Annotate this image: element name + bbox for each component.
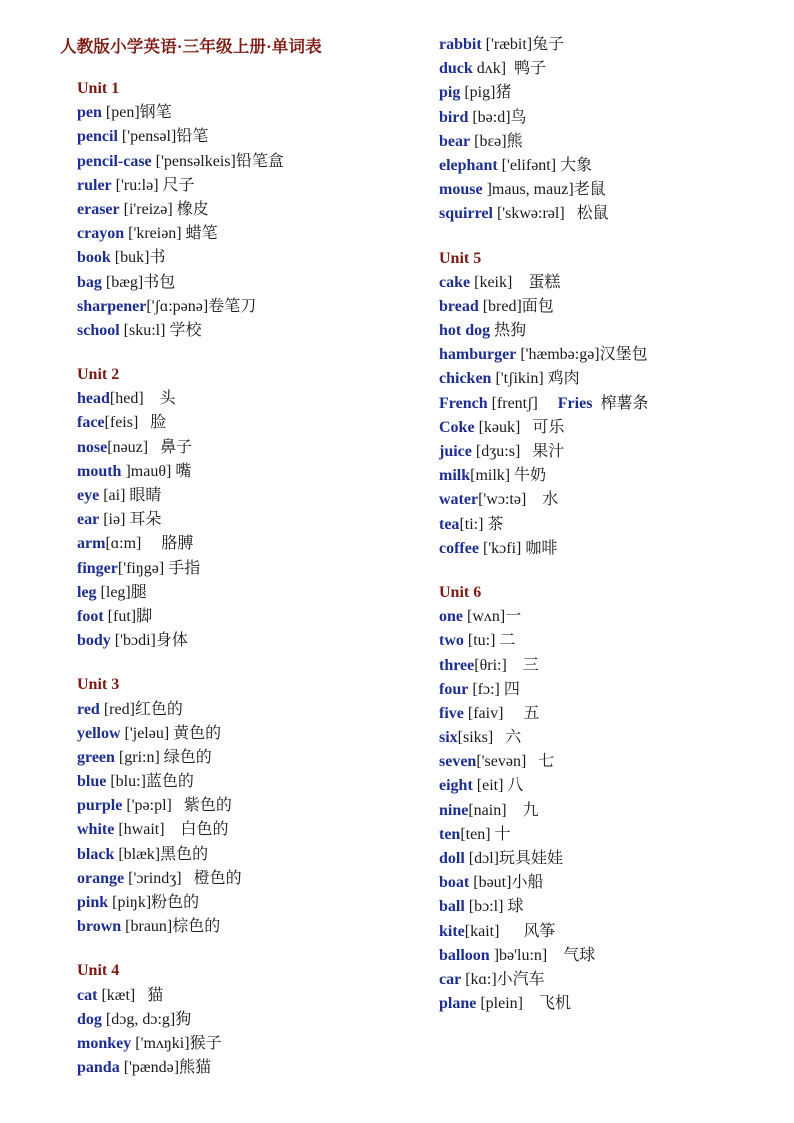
- phonetic-and-meaning: ['ʃɑ:pənə]卷笔刀: [146, 297, 257, 315]
- vocab-entry: [439, 678, 794, 702]
- phonetic-and-meaning: [dʒu:s] 果汁: [471, 443, 565, 460]
- english-word: pink: [77, 894, 109, 911]
- phonetic-and-meaning: [θri:] 三: [474, 656, 539, 674]
- phonetic-and-meaning: [wʌn]一: [463, 608, 522, 626]
- english-word: balloon: [439, 946, 490, 964]
- vocab-entry: [439, 271, 794, 295]
- vocab-entry: [439, 81, 794, 105]
- english-word: monkey: [77, 1034, 132, 1052]
- vocab-entry: [439, 895, 794, 919]
- english-word: pencil-case: [77, 152, 152, 170]
- english-word: mouth: [77, 462, 122, 480]
- english-word: two: [439, 632, 464, 650]
- english-word: water: [439, 491, 479, 509]
- english-word: squirrel: [439, 205, 493, 223]
- vocab-entry: [439, 605, 794, 629]
- english-word: bread: [439, 297, 479, 315]
- english-word: ten: [439, 825, 461, 843]
- vocab-entry: [77, 246, 437, 270]
- english-word: bear: [439, 132, 471, 150]
- english-word: doll: [439, 850, 465, 867]
- english-word: black: [77, 845, 115, 863]
- vocab-entry: [439, 871, 794, 895]
- vocab-entry: [439, 106, 794, 130]
- unit-heading: Unit 6: [439, 583, 482, 601]
- english-word: rabbit: [439, 36, 482, 53]
- english-word: bag: [77, 273, 102, 291]
- unit-heading: Unit 3: [77, 676, 120, 694]
- phonetic-and-meaning: [pig]猪: [460, 84, 512, 102]
- vocab-entry: [77, 698, 437, 722]
- phonetic-and-meaning: [dɔl]玩具娃娃: [464, 850, 564, 867]
- phonetic-and-meaning: ['bɔdi]身体: [110, 632, 188, 650]
- unit-spacer: [439, 227, 794, 247]
- english-word: milk: [439, 467, 471, 485]
- vocab-entry: [439, 178, 794, 202]
- vocab-entry: [439, 343, 794, 367]
- phonetic-and-meaning: [ɑ:m] 胳膊: [105, 535, 194, 553]
- phonetic-and-meaning: [plein] 飞机: [476, 995, 571, 1013]
- vocab-entry: [77, 150, 437, 174]
- phonetic-and-meaning: [kæt] 猫: [97, 986, 164, 1004]
- vocab-entry: [439, 847, 794, 871]
- phonetic-and-meaning: [siks] 六: [457, 729, 522, 747]
- vocab-entry: [77, 581, 437, 605]
- vocab-entry: [439, 968, 794, 992]
- phonetic-and-meaning: ]bə'lu:n] 气球: [489, 946, 596, 964]
- vocab-entry: [439, 774, 794, 798]
- phonetic-and-meaning: [iə] 耳朵: [99, 511, 162, 529]
- english-word: nine: [439, 801, 469, 819]
- vocab-entry: [439, 702, 794, 726]
- english-word: yellow: [77, 724, 121, 742]
- phonetic-and-meaning: ['wɔ:tə] 水: [478, 491, 559, 509]
- phonetic-and-meaning: [nəuz] 鼻子: [107, 438, 193, 456]
- english-word: boat: [439, 874, 470, 892]
- phonetic-and-meaning: ['ru:lə] 尺子: [111, 176, 195, 194]
- vocab-entry: [77, 891, 437, 915]
- phonetic-and-meaning: ['pændə]熊猫: [119, 1059, 212, 1077]
- vocab-entry: [77, 101, 437, 125]
- phonetic-and-meaning: ['skwə:rəl] 松鼠: [492, 205, 609, 223]
- english-word: finger: [77, 559, 118, 577]
- english-word: six: [439, 729, 458, 747]
- english-word: sharpener: [77, 297, 147, 315]
- english-word: tea: [439, 515, 460, 533]
- phonetic-and-meaning: [hwait] 白色的: [114, 821, 229, 839]
- vocab-entry: [439, 33, 794, 57]
- english-word: mouse: [439, 181, 483, 199]
- vocab-entry: [77, 1056, 437, 1080]
- vocab-entry: [77, 387, 437, 411]
- phonetic-and-meaning: [feis] 脸: [104, 414, 167, 432]
- phonetic-and-meaning: 榨薯条: [592, 394, 649, 412]
- vocab-entry: [77, 1032, 437, 1056]
- phonetic-and-meaning: [bred]面包: [478, 297, 554, 315]
- english-word: hot dog: [439, 322, 491, 340]
- vocab-entry: [77, 411, 437, 435]
- english-word: bird: [439, 108, 469, 126]
- vocab-entry: [77, 174, 437, 198]
- english-word: eye: [77, 487, 100, 504]
- vocab-entry: [439, 202, 794, 226]
- english-word: pencil: [77, 128, 118, 146]
- vocab-entry: [77, 436, 437, 460]
- phonetic-and-meaning: [kɑ:]小汽车: [461, 970, 545, 988]
- vocab-entry: [439, 629, 794, 653]
- unit-heading: Unit 1: [77, 80, 120, 97]
- vocab-entry: [77, 532, 437, 556]
- phonetic-and-meaning: [bæg]书包: [101, 273, 176, 291]
- phonetic-and-meaning: [fɔ:] 四: [468, 680, 520, 698]
- phonetic-and-meaning: [bə:d]鸟: [468, 108, 527, 126]
- english-word: ruler: [77, 176, 112, 194]
- phonetic-and-meaning: ['kɔfi] 咖啡: [478, 539, 558, 557]
- vocab-entry: [439, 944, 794, 968]
- english-word: kite: [439, 922, 465, 940]
- english-word: pen: [77, 104, 102, 122]
- english-word: body: [77, 632, 111, 650]
- english-word: crayon: [77, 225, 125, 243]
- phonetic-and-meaning: ['jeləu] 黄色的: [120, 724, 222, 742]
- vocab-entry: [77, 319, 437, 343]
- phonetic-and-meaning: [sku:l] 学校: [119, 321, 202, 339]
- english-word: four: [439, 680, 469, 698]
- english-word: arm: [77, 535, 106, 553]
- phonetic-and-meaning: [blæk]黑色的: [114, 845, 209, 863]
- vocab-entry: [439, 367, 794, 391]
- english-word: dog: [77, 1010, 102, 1028]
- english-word: foot: [77, 607, 104, 625]
- phonetic-and-meaning: ['pensəl]铅笔: [117, 128, 209, 146]
- phonetic-and-meaning: ['hæmbə:gə]汉堡包: [516, 346, 648, 364]
- vocab-entry: [439, 750, 794, 774]
- vocab-entry: [77, 629, 437, 653]
- phonetic-and-meaning: dʌk] 鸭子: [472, 60, 547, 78]
- english-word: elephant: [439, 156, 498, 174]
- english-word: hamburger: [439, 346, 517, 364]
- unit-heading: Unit 5: [439, 249, 482, 267]
- vocab-entry: [77, 915, 437, 939]
- vocab-entry: [77, 722, 437, 746]
- vocab-entry: [77, 222, 437, 246]
- vocab-entry: [439, 654, 794, 678]
- vocab-entry: [439, 726, 794, 750]
- phonetic-and-meaning: [gri:n] 绿色的: [114, 748, 212, 766]
- english-word: five: [439, 704, 464, 722]
- phonetic-and-meaning: [milk] 牛奶: [470, 467, 547, 485]
- english-word: cat: [77, 986, 98, 1004]
- vocab-entry: [439, 57, 794, 81]
- vocab-entry: [77, 125, 437, 149]
- vocab-entry: [77, 984, 437, 1008]
- english-word: ear: [77, 511, 100, 529]
- vocab-entry: [77, 867, 437, 891]
- vocab-entry: [77, 1008, 437, 1032]
- vocab-entry: [439, 319, 794, 343]
- phonetic-and-meaning: [faiv] 五: [463, 704, 540, 722]
- english-word: car: [439, 970, 462, 988]
- vocab-entry: [439, 513, 794, 537]
- english-word: Fries: [557, 394, 593, 412]
- english-word: plane: [439, 995, 477, 1013]
- english-word: three: [439, 656, 475, 674]
- unit-heading: Unit 4: [77, 962, 120, 980]
- phonetic-and-meaning: ['elifənt] 大象: [497, 156, 593, 174]
- phonetic-and-meaning: [pen]钢笔: [101, 104, 172, 122]
- phonetic-and-meaning: [leg]腿: [96, 583, 147, 601]
- english-word: leg: [77, 583, 97, 601]
- unit-heading: Unit 2: [77, 366, 120, 384]
- english-word: face: [77, 414, 105, 432]
- phonetic-and-meaning: [ai] 眼睛: [99, 487, 162, 504]
- phonetic-and-meaning: [bɔ:l] 球: [464, 898, 524, 916]
- phonetic-and-meaning: ['fiŋgə] 手指: [117, 559, 201, 577]
- english-word: coffee: [439, 539, 479, 557]
- unit-spacer: [77, 343, 437, 363]
- vocab-entry: [77, 295, 437, 319]
- english-word: brown: [77, 918, 122, 936]
- english-word: green: [77, 748, 115, 766]
- vocab-entry: [77, 746, 437, 770]
- right-column: [439, 33, 794, 1016]
- vocab-entry: [77, 508, 437, 532]
- phonetic-and-meaning: [red]红色的: [99, 700, 183, 718]
- phonetic-and-meaning: [piŋk]粉色的: [108, 894, 200, 911]
- unit-spacer: [439, 561, 794, 581]
- unit-spacer: [77, 653, 437, 673]
- english-word: school: [77, 321, 120, 339]
- phonetic-and-meaning: [ti:] 茶: [459, 515, 504, 533]
- english-word: juice: [439, 443, 472, 460]
- vocab-entry: [439, 295, 794, 319]
- phonetic-and-meaning: [keik] 蛋糕: [470, 273, 561, 291]
- phonetic-and-meaning: [nain] 九: [468, 801, 539, 819]
- vocab-entry: [439, 992, 794, 1016]
- phonetic-and-meaning: [fut]脚: [103, 607, 153, 625]
- english-word: panda: [77, 1059, 120, 1077]
- vocab-entry: [439, 440, 794, 464]
- english-word: French: [439, 394, 488, 412]
- phonetic-and-meaning: ['pə:pl] 紫色的: [122, 797, 232, 815]
- vocab-entry: [77, 770, 437, 794]
- english-word: chicken: [439, 370, 492, 388]
- phonetic-and-meaning: ]maus, mauz]老鼠: [482, 181, 606, 199]
- phonetic-and-meaning: ['ɔrindʒ] 橙色的: [124, 869, 242, 887]
- phonetic-and-meaning: [bəut]小船: [469, 874, 544, 892]
- english-word: one: [439, 608, 463, 626]
- phonetic-and-meaning: ['mʌŋki]猴子: [131, 1034, 222, 1052]
- phonetic-and-meaning: 热狗: [490, 322, 527, 340]
- english-word: white: [77, 821, 115, 839]
- phonetic-and-meaning: [dɔg, dɔ:g]狗: [101, 1010, 192, 1028]
- english-word: purple: [77, 797, 123, 815]
- page-title: 人教版小学英语·三年级上册·单词表: [60, 37, 322, 56]
- english-word: red: [77, 700, 100, 718]
- phonetic-and-meaning: [frentʃ]: [487, 394, 558, 412]
- english-word: eraser: [77, 200, 120, 218]
- phonetic-and-meaning: ['sevən] 七: [476, 753, 555, 771]
- phonetic-and-meaning: [hed] 头: [109, 390, 176, 408]
- english-word: duck: [439, 60, 473, 78]
- phonetic-and-meaning: [kəuk] 可乐: [474, 418, 565, 436]
- vocab-entry: [77, 794, 437, 818]
- phonetic-and-meaning: [eit] 八: [472, 777, 524, 795]
- phonetic-and-meaning: [braun]棕色的: [121, 918, 221, 936]
- vocab-entry: [439, 154, 794, 178]
- english-word: cake: [439, 273, 471, 291]
- english-word: book: [77, 249, 111, 267]
- vocab-entry: [77, 557, 437, 581]
- phonetic-and-meaning: ['ræbit]兔子: [481, 36, 565, 53]
- phonetic-and-meaning: [i'reizə] 橡皮: [119, 200, 209, 218]
- vocab-entry: [439, 488, 794, 512]
- vocab-entry: [77, 484, 437, 508]
- vocab-entry: [77, 605, 437, 629]
- vocab-entry: [77, 271, 437, 295]
- english-word: head: [77, 390, 110, 408]
- phonetic-and-meaning: [ten] 十: [460, 825, 511, 843]
- english-word: pig: [439, 84, 461, 102]
- vocab-entry: [77, 460, 437, 484]
- english-word: blue: [77, 773, 107, 791]
- vocab-entry: [439, 392, 794, 416]
- vocab-entry: [439, 416, 794, 440]
- phonetic-and-meaning: [kait] 风筝: [464, 922, 556, 940]
- phonetic-and-meaning: [buk]书: [110, 249, 166, 267]
- english-word: seven: [439, 753, 477, 771]
- phonetic-and-meaning: [bɛə]熊: [470, 132, 523, 150]
- english-word: ball: [439, 898, 465, 916]
- phonetic-and-meaning: ['pensəlkeis]铅笔盒: [151, 152, 284, 170]
- vocab-entry: [439, 464, 794, 488]
- vocab-entry: [439, 537, 794, 561]
- phonetic-and-meaning: ['kreiən] 蜡笔: [124, 225, 218, 243]
- vocab-entry: [439, 823, 794, 847]
- english-word: orange: [77, 869, 125, 887]
- vocab-entry: [77, 843, 437, 867]
- english-word: nose: [77, 438, 108, 456]
- unit-spacer: [77, 939, 437, 959]
- phonetic-and-meaning: [tu:] 二: [463, 632, 516, 650]
- phonetic-and-meaning: ['tʃikin] 鸡肉: [491, 370, 580, 388]
- phonetic-and-meaning: [blu:]蓝色的: [106, 773, 194, 791]
- vocab-entry: [77, 198, 437, 222]
- vocab-entry: [439, 799, 794, 823]
- vocab-entry: [77, 818, 437, 842]
- vocab-entry: [439, 920, 794, 944]
- phonetic-and-meaning: ]mauθ] 嘴: [121, 462, 192, 480]
- left-column: [77, 77, 437, 1080]
- english-word: Coke: [439, 418, 475, 436]
- english-word: eight: [439, 777, 473, 795]
- vocab-entry: [439, 130, 794, 154]
